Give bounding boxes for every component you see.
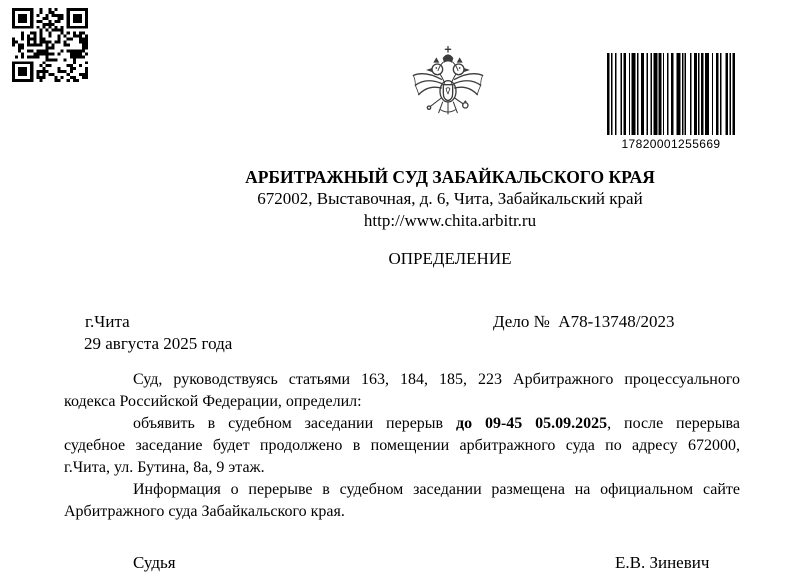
body-line [64, 413, 740, 435]
break-until-datetime: до 09-45 05.09.2025 [455, 415, 608, 432]
barcode-block [607, 53, 735, 152]
document-header [99, 166, 801, 270]
body-line: Информация о перерыве в судебном заседании размещена на официальном сайте [133, 481, 740, 498]
coat-of-arms-eagle-icon [408, 31, 488, 133]
court-address: 672002, Выставочная, д. 6, Чита, Забайкальский край [257, 189, 643, 208]
body-line-text: , после перерыва [607, 415, 740, 432]
signature-role: Судья [133, 553, 176, 572]
court-name: АРБИТРАЖНЫЙ СУД ЗАБАЙКАЛЬСКОГО КРАЯ [245, 167, 655, 187]
court-website: http://www.chita.arbitr.ru [363, 211, 537, 230]
body-line: кодекса Российской Федерации, определил: [64, 393, 362, 410]
body-line-text: объявить в судебном заседании перерыв [133, 415, 456, 432]
signature-judge-name: Е.В. Зиневич [615, 553, 710, 572]
document-body [64, 369, 740, 523]
document-date: 29 августа 2025 года [84, 334, 233, 353]
body-line: судебное заседание будет продолжено в помещении арбитражного суда по адресу 672000, [64, 437, 740, 454]
body-line: г.Чита, ул. Бутина, 8а, 9 этаж. [64, 459, 265, 476]
body-line: Суд, руководствуясь статьями 163, 184, 185, 223 Арбитражного процессуального [133, 371, 740, 388]
barcode-number: 17820001255669 [621, 137, 721, 151]
body-line: Арбитражного суда Забайкальского края. [64, 503, 345, 520]
barcode [607, 53, 735, 135]
case-number: Дело № А78-13748/2023 [493, 312, 675, 331]
qr-code [12, 8, 88, 82]
document-type-title: ОПРЕДЕЛЕНИЕ [388, 249, 512, 268]
city-label: г.Чита [85, 312, 130, 331]
